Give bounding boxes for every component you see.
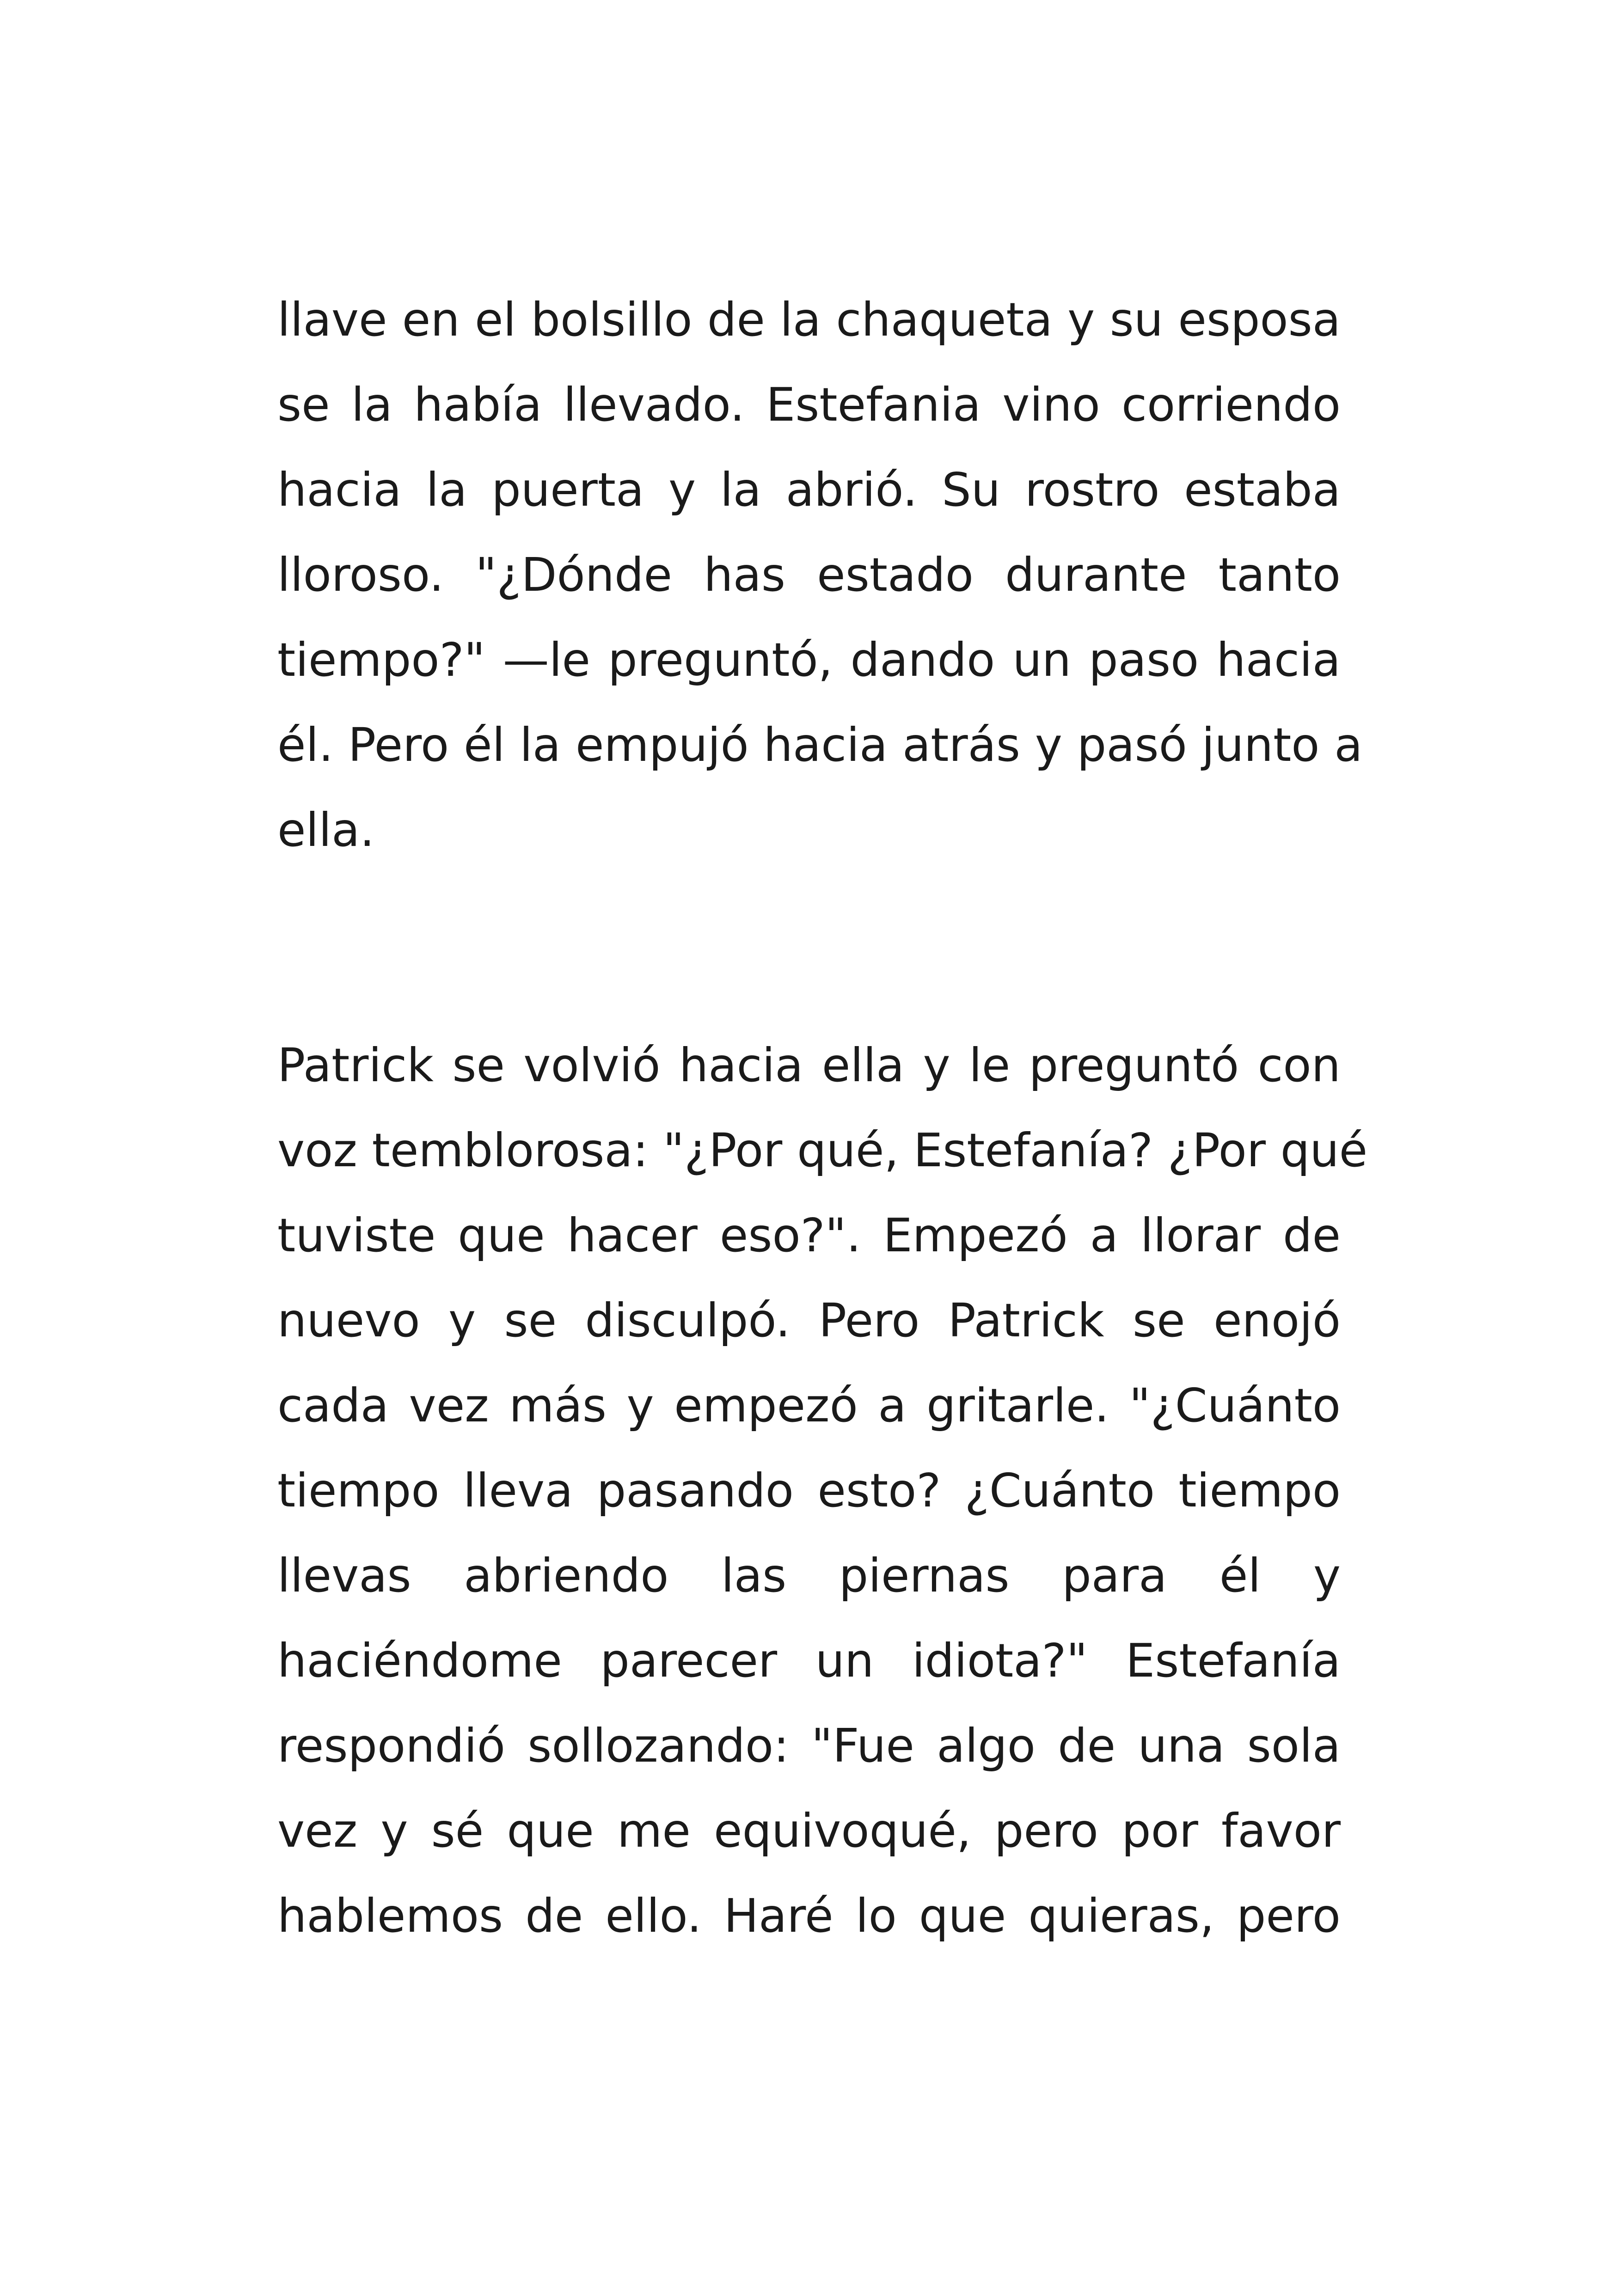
paragraph-2	[277, 1023, 1368, 1959]
paragraph-1-line-1: llave en el bolsillo de la chaqueta y su esposa	[277, 293, 1341, 347]
paragraph-1-line-7: ella.	[277, 803, 375, 857]
paragraph-1-line-3: hacia la puerta y la abrió. Su rostro estaba	[277, 463, 1341, 517]
paragraph-2-line-6: tiempo lleva pasando esto? ¿Cuánto tiempo	[277, 1463, 1341, 1518]
paragraph-2-line-4: nuevo y se disculpó. Pero Patrick se enojó	[277, 1293, 1341, 1347]
paragraph-1-line-6: él. Pero él la empujó hacia atrás y pasó junto a	[277, 718, 1363, 772]
paragraph-1	[277, 277, 1363, 873]
paragraph-2-line-1: Patrick se volvió hacia ella y le preguntó con	[277, 1038, 1341, 1092]
paragraph-2-line-3: tuviste que hacer eso?". Empezó a llorar de	[277, 1208, 1341, 1262]
paragraph-1-line-2: se la había llevado. Estefania vino corriendo	[277, 378, 1341, 432]
paragraph-1-line-5: tiempo?" —le preguntó, dando un paso hacia	[277, 633, 1341, 687]
paragraph-2-line-5: cada vez más y empezó a gritarle. "¿Cuánto	[277, 1378, 1341, 1433]
paragraph-2-line-8: haciéndome parecer un idiota?" Estefanía	[277, 1634, 1341, 1688]
paragraph-1-line-4: lloroso. "¿Dónde has estado durante tanto	[277, 548, 1341, 602]
paragraph-2-line-10: vez y sé que me equivoqué, pero por favor	[277, 1804, 1341, 1858]
paragraph-2-line-2: voz temblorosa: "¿Por qué, Estefanía? ¿Por qué	[277, 1123, 1368, 1177]
paragraph-2-line-9: respondió sollozando: "Fue algo de una sola	[277, 1719, 1341, 1773]
paragraph-2-line-7: llevas abriendo las piernas para él y	[277, 1549, 1341, 1603]
paragraph-2-line-11: hablemos de ello. Haré lo que quieras, pero	[277, 1889, 1341, 1943]
